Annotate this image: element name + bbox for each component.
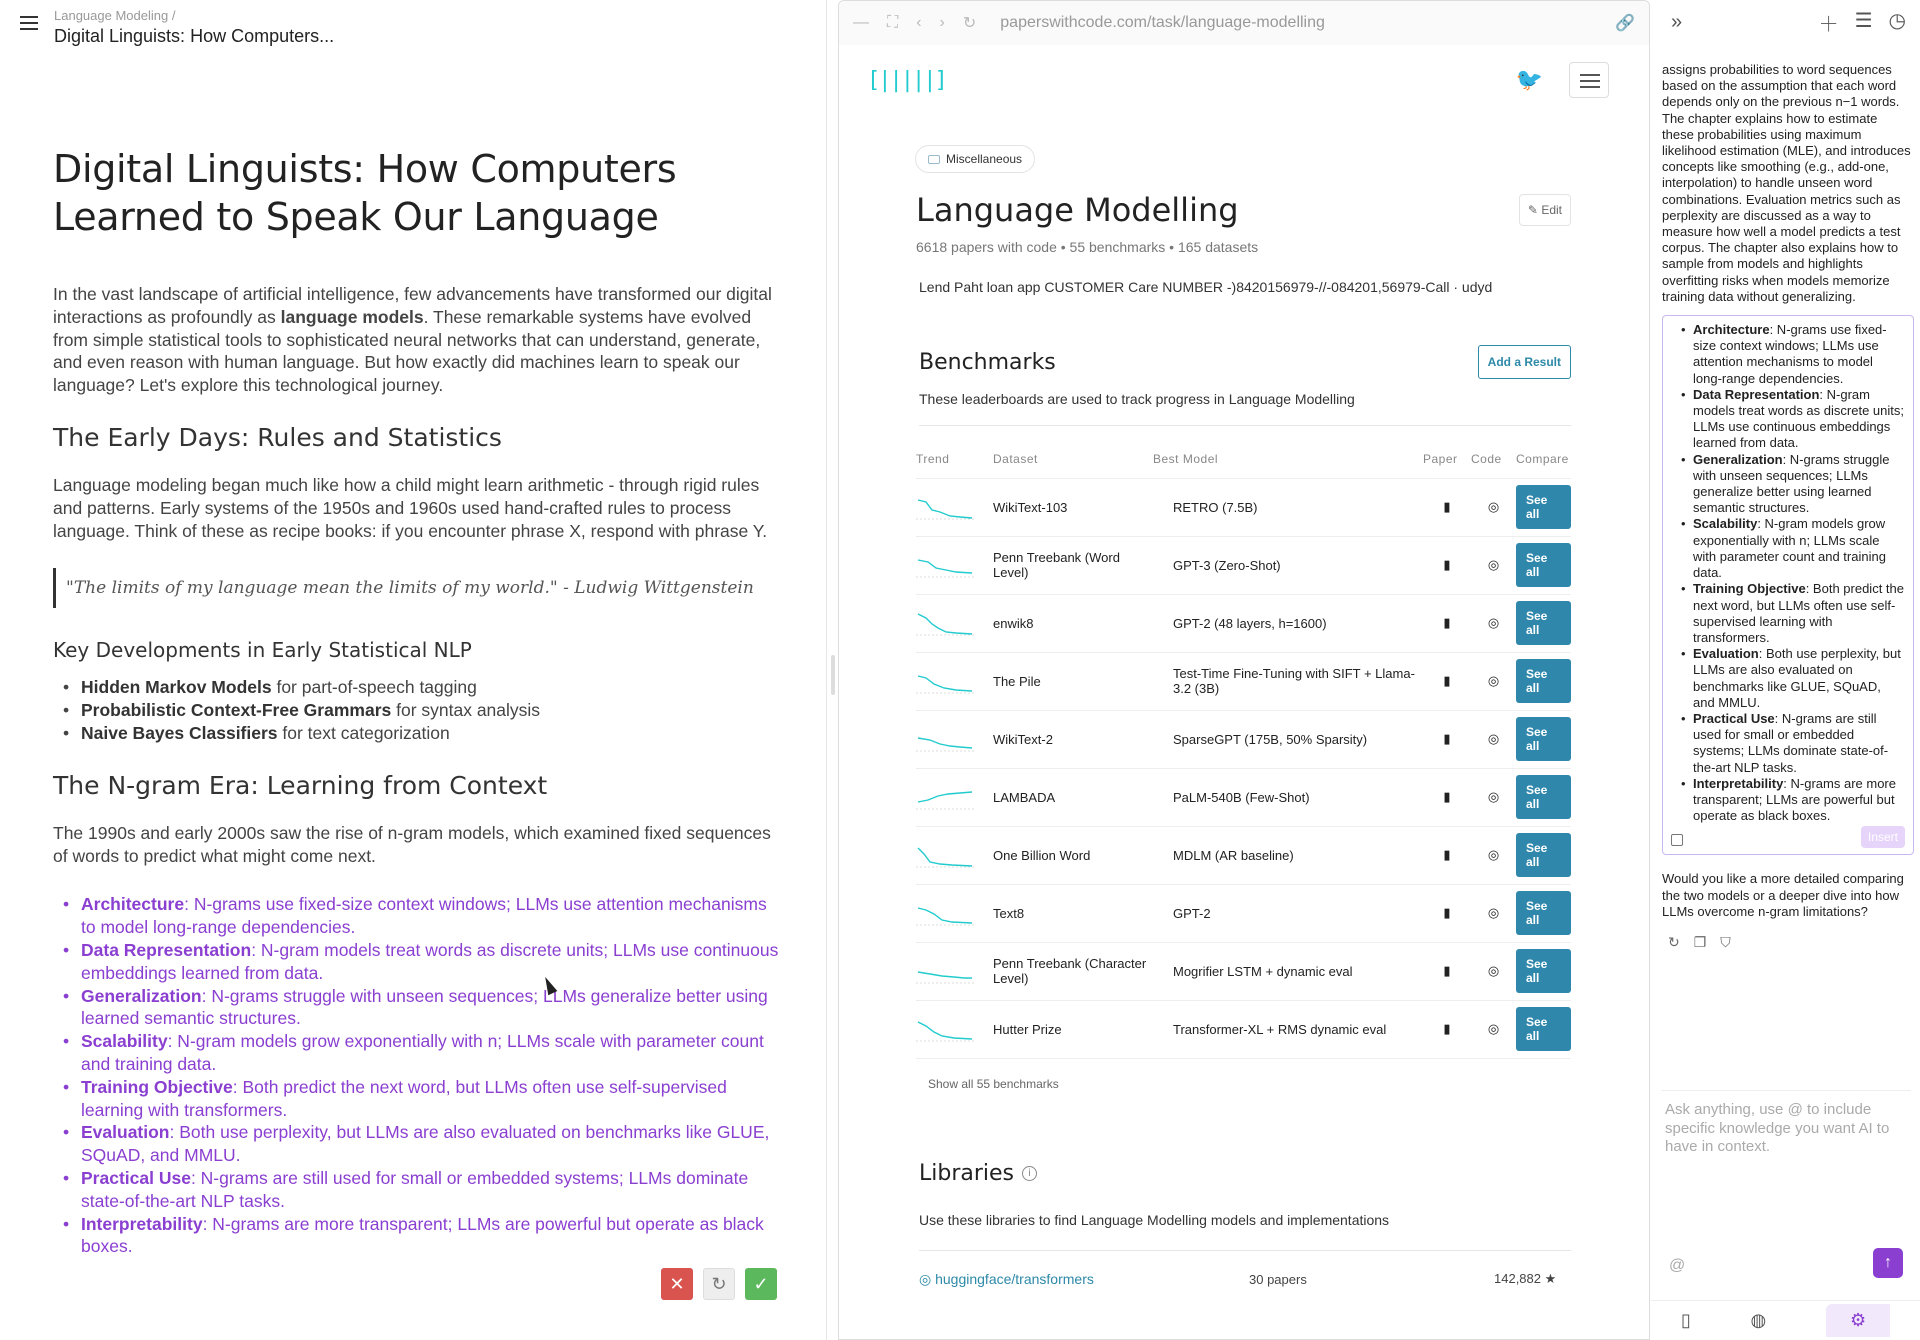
list-item [53, 1121, 780, 1167]
list-item-term: Probabilistic Context-Free Grammars [81, 700, 392, 721]
task-title: Language Modelling [916, 191, 1239, 229]
see-all-button[interactable]: See all [1516, 717, 1571, 761]
best-model-cell[interactable]: GPT-2 [1153, 884, 1423, 942]
pwc-logo[interactable]: [|||||] [867, 67, 946, 93]
key-developments-list [53, 676, 780, 744]
list-item-text: : N-grams use fixed-size context windows; LLMs use attention mechanisms to model long-range dependencies. [81, 894, 767, 938]
trend-sparkline[interactable] [916, 898, 974, 928]
code-icon[interactable]: ◎ [1471, 478, 1516, 536]
edit-button[interactable] [1519, 194, 1571, 226]
menu-icon[interactable] [20, 16, 38, 30]
list-item-term: Practical Use [1693, 710, 1775, 726]
see-all-button[interactable]: See all [1516, 833, 1571, 877]
code-icon[interactable]: ◎ [1471, 884, 1516, 942]
code-icon[interactable]: ◎ [1471, 1000, 1516, 1058]
reload-icon[interactable]: ↻ [962, 15, 977, 32]
article[interactable] [0, 50, 780, 1258]
list-item [53, 1213, 780, 1259]
list-item-term: Training Objective [1693, 581, 1806, 597]
list-item [53, 939, 780, 985]
table-row [916, 884, 1571, 942]
add-result-button[interactable]: Add a Result [1478, 345, 1571, 379]
new-chat-icon[interactable]: ＋ [1818, 13, 1839, 36]
code-icon[interactable]: ◎ [1471, 710, 1516, 768]
compare-cell [1516, 1000, 1571, 1058]
benchmarks-body [916, 478, 1571, 1058]
best-model-cell[interactable]: GPT-2 (48 layers, h=1600) [1153, 594, 1423, 652]
dataset-cell[interactable]: enwik8 [993, 594, 1153, 652]
table-row [916, 652, 1571, 710]
book-tab-icon[interactable]: ▯ [1680, 1310, 1691, 1330]
table-row [916, 478, 1571, 536]
trend-sparkline[interactable] [916, 550, 974, 580]
send-button[interactable]: ↑ [1873, 1248, 1903, 1278]
list-item-text: : Both use perplexity, but LLMs are also evaluated on benchmarks like GLUE, SQuAD, and MMLU. [1693, 646, 1901, 710]
libraries-title: Libraries [919, 1160, 1015, 1186]
intro-text-1: In the vast landscape of artificial intelligence, few advancements have transformed our digital interactions as profoundly as [53, 284, 772, 327]
benchmarks-description: These leaderboards are used to track progress in Language Modelling [919, 391, 1571, 426]
list-item-term: Evaluation [1693, 646, 1759, 662]
list-item-term: Architecture [1693, 322, 1770, 338]
see-all-button[interactable]: See all [1516, 543, 1571, 587]
list-item-term: Interpretability [1693, 775, 1784, 791]
compare-cell [1516, 652, 1571, 710]
trend-cell [916, 536, 993, 594]
breadcrumb-title: Digital Linguists: How Computers... [54, 26, 335, 46]
library-row [916, 1271, 1571, 1288]
minimize-icon[interactable]: — [853, 14, 869, 31]
list-item-term: Hidden Markov Models [81, 677, 272, 698]
task-content [839, 145, 1649, 1288]
breadcrumb-parent[interactable]: Language Modeling / [54, 8, 176, 23]
list-item-term: Practical Use [81, 1167, 191, 1188]
list-item-text: : N-grams are more transparent; LLMs are powerful but operate as black boxes. [81, 1213, 764, 1257]
intro-paragraph [53, 283, 780, 397]
code-icon[interactable]: ◎ [1471, 536, 1516, 594]
task-meta: 6618 papers with code • 55 benchmarks • 165 datasets [916, 239, 1259, 255]
col-paper: Paper [1423, 440, 1471, 478]
paper-icon[interactable]: ▮ [1423, 594, 1471, 652]
trend-sparkline[interactable] [916, 492, 974, 522]
trend-cell [916, 884, 993, 942]
list-item-text: : N-gram models treat words as discrete units; LLMs use continuous embeddings learned from data. [81, 939, 779, 983]
retry-button[interactable]: ↻ [703, 1268, 735, 1300]
editor-pane [0, 0, 827, 1340]
library-name: huggingface/transformers [935, 1270, 1094, 1287]
globe-tab-icon[interactable]: ◍ [1750, 1310, 1767, 1330]
list-item [1671, 516, 1905, 581]
list-item-text: : Both use perplexity, but LLMs are also evaluated on benchmarks like GLUE, SQuAD, and MMLU. [81, 1122, 770, 1166]
list-item-text: for text categorization [277, 722, 450, 743]
best-model-cell[interactable]: GPT-3 (Zero-Shot) [1153, 536, 1423, 594]
dataset-cell[interactable]: Text8 [993, 884, 1153, 942]
best-model-cell[interactable]: Mogrifier LSTM + dynamic eval [1153, 942, 1423, 1000]
early-paragraph: Language modeling began much like how a child might learn arithmetic - through rigid rules and patterns. Early systems of the 1950s and 1960s used hand-crafted rules to process language. Think of these as recipe books: if you encounter phrase X, respond with phrase Y. [53, 474, 768, 541]
chat-input-area [1661, 1090, 1911, 1285]
collapse-panel-icon[interactable]: » [1671, 10, 1683, 33]
code-icon[interactable]: ◎ [1471, 942, 1516, 1000]
dataset-cell[interactable]: WikiText-2 [993, 710, 1153, 768]
see-all-button[interactable]: See all [1516, 949, 1571, 993]
list-item-text: : Both predict the next word, but LLMs often use self-supervised learning with transformers. [81, 1076, 727, 1120]
edit-label: Edit [1541, 203, 1562, 217]
list-item [1671, 387, 1905, 452]
task-title-row [916, 191, 1571, 229]
best-model-cell[interactable]: PaLM-540B (Few-Shot) [1153, 768, 1423, 826]
list-item-text: : N-grams are still used for small or embedded systems; LLMs dominate state-of-the-art NLP tasks. [81, 1167, 749, 1211]
best-model-cell[interactable]: Test-Time Fine-Tuning with SIFT + Llama-3.2 (3B) [1153, 652, 1423, 710]
assistant-followup-question: Would you like a more detailed comparing the two models or a deeper dive into how LLMs overcome n-gram limitations? [1662, 871, 1904, 919]
table-row [916, 1000, 1571, 1058]
list-item-term: Naive Bayes Classifiers [81, 722, 278, 743]
compare-cell [1516, 710, 1571, 768]
list-item-term: Architecture [81, 894, 185, 915]
trend-cell [916, 768, 993, 826]
insert-button[interactable]: Insert [1861, 826, 1905, 848]
paper-icon[interactable]: ▮ [1423, 826, 1471, 884]
browser-pane [838, 0, 1650, 1340]
paper-icon[interactable]: ▮ [1423, 536, 1471, 594]
dataset-cell[interactable]: Penn Treebank (Word Level) [993, 536, 1153, 594]
copy-icon[interactable] [1671, 834, 1683, 846]
benchmarks-header-row [916, 440, 1571, 478]
dataset-cell[interactable]: One Billion Word [993, 826, 1153, 884]
col-best-model: Best Model [1153, 440, 1423, 478]
suggestion-actions [661, 1268, 777, 1300]
link-icon[interactable]: 🔗 [1615, 15, 1635, 32]
see-all-button[interactable]: See all [1516, 1007, 1571, 1051]
assistant-message-text: assigns probabilities to word sequences based on the assumption that each word depends only on the previous n−1 words. The chapter explains how to estimate these probabilities using maximum likelihood estimation (MLE), and introduces concepts like smoothing (e.g., add-one, interpolation) to handle unseen word combinations. Evaluation metrics such as perplexity are discussed as a way to measure how well a model predicts a test corpus. The chapter also explains how to sample from models and highlights overfitting risks when models memorize training data without generalizing. [1662, 62, 1911, 304]
trend-sparkline[interactable] [916, 724, 974, 754]
list-item [1671, 581, 1905, 646]
compare-cell [1516, 768, 1571, 826]
benchmarks-title: Benchmarks [919, 349, 1056, 375]
list-item [53, 722, 780, 745]
edit-icon: ✎ [1527, 203, 1542, 217]
trend-sparkline[interactable] [916, 608, 974, 638]
table-row [916, 768, 1571, 826]
heading-ngram-era: The N-gram Era: Learning from Context [53, 770, 548, 800]
assistant-pane [1651, 0, 1920, 1340]
breadcrumb [54, 8, 334, 47]
url-text[interactable]: paperswithcode.com/task/language-modelling [1000, 14, 1325, 31]
trend-cell [916, 478, 993, 536]
list-item-text: : N-gram models grow exponentially with n; LLMs scale with parameter count and training data. [81, 1031, 764, 1074]
list-item [1671, 646, 1905, 711]
list-item-term: Data Representation [81, 939, 252, 960]
trend-sparkline[interactable] [916, 840, 974, 870]
accept-button[interactable]: ✓ [745, 1268, 777, 1300]
list-item [53, 676, 780, 699]
trend-sparkline[interactable] [916, 666, 974, 696]
site-header [839, 45, 1649, 115]
list-item [53, 893, 780, 939]
assistant-toolbar-actions [1819, 8, 1906, 37]
paper-icon[interactable]: ▮ [1423, 478, 1471, 536]
list-item-term: Generalization [81, 985, 202, 1006]
paper-icon[interactable]: ▮ [1423, 884, 1471, 942]
best-model-cell[interactable]: Transformer-XL + RMS dynamic eval [1153, 1000, 1423, 1058]
list-item-term: Data Representation [1693, 386, 1820, 402]
library-link[interactable] [919, 1271, 1249, 1288]
copy-message-icon[interactable]: ❐ [1693, 933, 1707, 950]
paper-icon[interactable]: ▮ [1423, 652, 1471, 710]
trend-cell [916, 594, 993, 652]
message-actions [1651, 920, 1920, 951]
benchmarks-header [916, 345, 1571, 379]
editor-topbar [0, 0, 826, 50]
list-item-term: Training Objective [81, 1076, 233, 1097]
code-icon[interactable]: ◎ [1471, 826, 1516, 884]
best-model-cell[interactable]: RETRO (7.5B) [1153, 478, 1423, 536]
list-item-text: : N-grams are still used for small or embedded systems; LLMs dominate state-of-the-art NLP tasks. [1693, 710, 1889, 775]
article-title: Digital Linguists: How Computers Learned to Speak Our Language [53, 147, 677, 239]
list-item-text: : N-grams are more transparent; LLMs are powerful but operate as black boxes. [1693, 775, 1896, 824]
dataset-cell[interactable]: WikiText-103 [993, 478, 1153, 536]
col-code: Code [1471, 440, 1516, 478]
benchmarks-table [916, 440, 1571, 1059]
compare-cell [1516, 942, 1571, 1000]
url-bar [839, 1, 1649, 45]
list-item-term: Generalization [1693, 451, 1783, 467]
site-menu-icon[interactable] [1569, 62, 1609, 98]
col-compare: Compare [1516, 440, 1571, 478]
trend-sparkline[interactable] [916, 956, 974, 986]
list-item-term: Scalability [81, 1031, 168, 1052]
dataset-cell[interactable]: Penn Treebank (Character Level) [993, 942, 1153, 1000]
list-item-term: Interpretability [81, 1213, 203, 1234]
list-item-text: : N-grams struggle with unseen sequences; LLMs generalize better using learned semantic structures. [1693, 451, 1890, 516]
pane-resize-handle[interactable] [831, 655, 835, 695]
category-tag-label: Miscellaneous [946, 152, 1023, 166]
heading-key-developments: Key Developments in Early Statistical NLP [53, 638, 472, 663]
assistant-suggestion-box [1662, 315, 1914, 855]
list-item-text: : N-gram models treat words as discrete units; LLMs use continuous embeddings learned from data. [1693, 386, 1904, 451]
libraries-title-row [919, 1161, 1571, 1186]
ngram-paragraph: The 1990s and early 2000s saw the rise of n-gram models, which examined fixed sequences of words to predict what might come next. [53, 822, 771, 866]
col-dataset: Dataset [993, 440, 1153, 478]
compare-cell [1516, 594, 1571, 652]
assistant-suggestion-list [1671, 322, 1905, 824]
dataset-cell[interactable]: LAMBADA [993, 768, 1153, 826]
list-item [1671, 452, 1905, 517]
list-item-text: for part-of-speech tagging [271, 677, 477, 698]
list-item [53, 1167, 780, 1213]
table-row [916, 536, 1571, 594]
expand-icon[interactable]: ⛶ [887, 14, 899, 31]
paper-icon[interactable]: ▮ [1423, 768, 1471, 826]
compare-cell [1516, 826, 1571, 884]
code-icon[interactable]: ◎ [1471, 594, 1516, 652]
trend-cell [916, 710, 993, 768]
see-all-button[interactable]: See all [1516, 891, 1571, 935]
dataset-cell[interactable]: Hutter Prize [993, 1000, 1153, 1058]
trend-cell [916, 942, 993, 1000]
best-model-cell[interactable]: SparseGPT (175B, 50% Sparsity) [1153, 710, 1423, 768]
code-icon[interactable]: ◎ [1471, 768, 1516, 826]
list-item [53, 985, 780, 1031]
code-icon[interactable]: ◎ [1471, 652, 1516, 710]
trend-cell [916, 826, 993, 884]
trend-sparkline[interactable] [916, 1014, 974, 1044]
trend-cell [916, 1000, 993, 1058]
chat-input[interactable]: Ask anything, use @ to include specific knowledge you want AI to have in context. [1665, 1101, 1890, 1155]
regenerate-icon[interactable]: ↻ [1668, 933, 1680, 950]
list-item-text: : N-gram models grow exponentially with n; LLMs scale with parameter count and training data. [1693, 516, 1886, 581]
assistant-toolbar [1651, 0, 1920, 44]
history-icon[interactable]: ◷ [1888, 9, 1906, 32]
site-header-actions [1516, 62, 1609, 98]
best-model-cell[interactable]: MDLM (AR baseline) [1153, 826, 1423, 884]
library-stars: 142,882 ★ [1494, 1271, 1557, 1286]
see-all-button[interactable]: See all [1516, 601, 1571, 645]
table-row [916, 710, 1571, 768]
library-papers: 30 papers [1249, 1271, 1307, 1287]
folder-icon [928, 155, 940, 164]
table-row [916, 594, 1571, 652]
info-icon[interactable]: i [1022, 1166, 1037, 1181]
table-row [916, 942, 1571, 1000]
list-item [1671, 776, 1905, 825]
reject-button[interactable]: ✕ [661, 1268, 693, 1300]
list-item-term: Scalability [1693, 516, 1758, 532]
category-tag[interactable] [915, 145, 1035, 173]
list-item-text: : Both predict the next word, but LLMs often use self-supervised learning with transformers. [1693, 581, 1904, 645]
blockquote: "The limits of my language mean the limits of my world." - Ludwig Wittgenstein [53, 568, 780, 608]
twitter-icon[interactable]: 🐦 [1515, 67, 1543, 92]
list-item-text: for syntax analysis [391, 700, 541, 721]
compare-cell [1516, 478, 1571, 536]
ai-tab-icon[interactable]: ⚙ [1826, 1304, 1890, 1337]
paper-icon[interactable]: ▮ [1423, 1000, 1471, 1058]
see-all-button[interactable]: See all [1516, 485, 1571, 529]
intro-text-2: . These remarkable systems have evolved from simple statistical tools to sophisticated neural networks that can understand, generate, and even reason with human language. But how exactly did machines learn to speak our language? Let's explore this technological journey. [53, 306, 761, 396]
heading-early-days: The Early Days: Rules and Statistics [53, 422, 502, 452]
paper-icon[interactable]: ▮ [1423, 710, 1471, 768]
table-row [916, 826, 1571, 884]
show-all-benchmarks-link[interactable]: Show all 55 benchmarks [928, 1076, 1059, 1091]
compare-cell [1516, 884, 1571, 942]
list-item [1671, 711, 1905, 776]
suggested-comparison-list [53, 893, 780, 1258]
intro-bold: language models [280, 306, 424, 327]
list-item [53, 1076, 780, 1122]
tag-row [916, 145, 1571, 173]
list-item [1671, 322, 1905, 387]
libraries-description: Use these libraries to find Language Modelling models and implementations [919, 1212, 1571, 1251]
list-item [53, 699, 780, 722]
compare-cell [1516, 536, 1571, 594]
col-trend: Trend [916, 440, 993, 478]
trend-sparkline[interactable] [916, 782, 974, 812]
assistant-bottom-tabs [1651, 1300, 1920, 1340]
trend-cell [916, 652, 993, 710]
mention-icon[interactable]: @ [1669, 1257, 1686, 1274]
bookmark-icon[interactable]: ⛉ [1720, 933, 1731, 950]
list-item-term: Evaluation [81, 1122, 170, 1143]
paper-icon[interactable]: ▮ [1423, 942, 1471, 1000]
dataset-cell[interactable]: The Pile [993, 652, 1153, 710]
see-all-button[interactable]: See all [1516, 775, 1571, 819]
list-item [53, 1030, 780, 1076]
list-item-text: : N-grams use fixed-size context windows; LLMs use attention mechanisms to model long-range dependencies. [1693, 322, 1887, 386]
back-icon[interactable]: ‹ [916, 14, 922, 31]
list-item-text: : N-grams struggle with unseen sequences; LLMs generalize better using learned semantic structures. [81, 985, 768, 1029]
settings-sliders-icon[interactable]: ☰ [1854, 9, 1873, 32]
see-all-button[interactable]: See all [1516, 659, 1571, 703]
task-description: Lend Paht loan app CUSTOMER Care NUMBER -)8420156979-//-084201,56979-Call · udyd [919, 279, 1493, 295]
forward-icon[interactable]: › [939, 14, 945, 31]
github-icon: ◎ [919, 1270, 936, 1287]
